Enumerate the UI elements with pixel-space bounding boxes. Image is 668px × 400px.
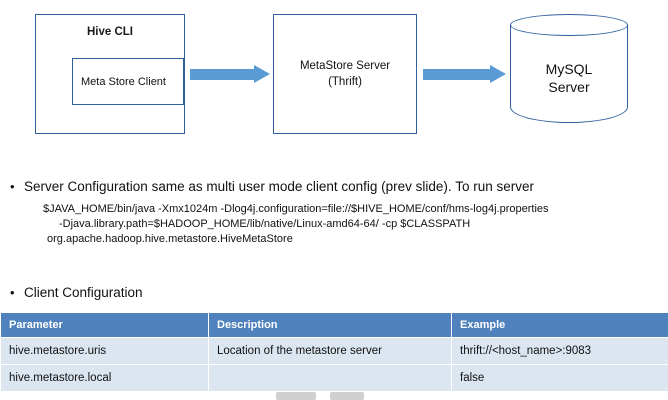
bullet-client-configuration	[10, 284, 660, 301]
arrow-cli-to-metastore-icon	[190, 65, 270, 83]
bullet-client-configuration-text: Client Configuration	[24, 285, 143, 300]
metastore-server-box	[273, 14, 417, 134]
mysql-database-cylinder-icon	[510, 14, 628, 134]
table-header-example: Example	[452, 313, 668, 338]
metastore-server-label-line1: MetaStore Server	[299, 60, 391, 72]
table-header-description: Description	[209, 313, 452, 338]
code-line-2: -Djava.library.path=$HADOOP_HOME/lib/native/Linux-amd64-64/ -cp $CLASSPATH	[59, 218, 471, 230]
table-row	[1, 365, 668, 392]
metastore-server-label-line2: (Thrift)	[328, 76, 362, 88]
meta-store-client-label: Meta Store Client	[81, 75, 166, 88]
mysql-label-line1: MySQL	[545, 61, 593, 77]
hive-cli-label: Hive CLI	[86, 26, 133, 38]
bottom-widget-artifact-left	[276, 392, 316, 400]
arrow-head	[254, 65, 270, 83]
meta-store-client-box	[72, 58, 184, 105]
cell-description: Location of the metastore server	[209, 338, 452, 365]
table-header-parameter: Parameter	[1, 313, 209, 338]
cell-description	[209, 365, 452, 392]
server-config-code-block	[43, 202, 658, 247]
bullet-server-configuration	[10, 178, 660, 195]
bullet-marker-icon: •	[10, 285, 15, 300]
bullet-marker-icon: •	[10, 179, 15, 194]
bottom-widget-artifact-right	[330, 392, 364, 400]
mysql-label	[510, 60, 628, 96]
cell-parameter: hive.metastore.local	[1, 365, 209, 392]
cell-parameter: hive.metastore.uris	[1, 338, 209, 365]
mysql-label-line2: Server	[548, 79, 590, 95]
code-line-1: $JAVA_HOME/bin/java -Xmx1024m -Dlog4j.configuration=file://$HIVE_HOME/conf/hms-log4j.properties	[43, 203, 549, 215]
arrow-metastore-to-mysql-icon	[423, 65, 506, 83]
arrow-shaft	[190, 69, 254, 80]
cylinder-top-ellipse	[510, 14, 628, 36]
table-row	[1, 338, 668, 365]
code-line-3: org.apache.hadoop.hive.metastore.HiveMetaStore	[47, 233, 293, 245]
architecture-diagram	[0, 0, 668, 155]
cell-example: thrift://<host_name>:9083	[452, 338, 668, 365]
table-header-row	[1, 313, 668, 338]
arrow-shaft	[423, 69, 490, 80]
client-configuration-table	[0, 312, 668, 392]
bullet-server-configuration-text: Server Configuration same as multi user mode client config (prev slide). To run server	[24, 179, 534, 194]
cell-example: false	[452, 365, 668, 392]
arrow-head	[490, 65, 506, 83]
